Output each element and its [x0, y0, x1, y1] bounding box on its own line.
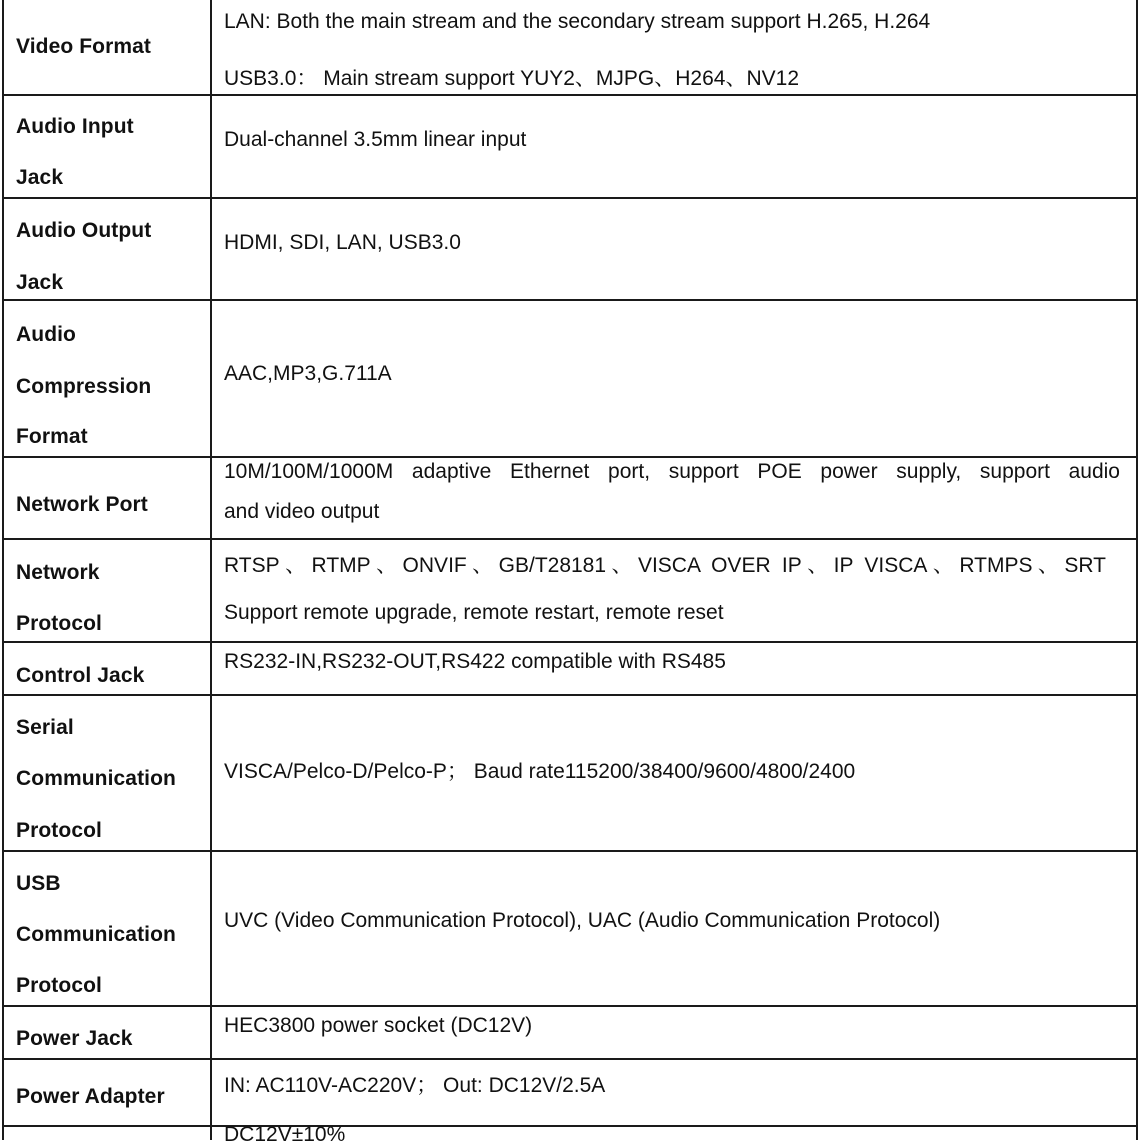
row-label: Video Format — [16, 35, 152, 58]
row-value: Dual-channel 3.5mm linear input — [224, 128, 527, 151]
row-value: IN: AC110V-AC220V； Out: DC12V/2.5A — [224, 1074, 606, 1097]
row-value: USB3.0： Main stream support YUY2、MJPG、H264、NV12 — [224, 67, 799, 90]
row-value: HEC3800 power socket (DC12V) — [224, 1014, 533, 1037]
row-value: RS232-IN,RS232-OUT,RS422 compatible with RS485 — [224, 650, 726, 673]
row-label: Protocol — [16, 819, 102, 842]
table-column-divider — [210, 0, 212, 1140]
row-divider — [2, 1005, 1138, 1007]
table-border-right — [1136, 0, 1138, 1140]
row-label: Protocol — [16, 974, 102, 997]
row-value: VISCA/Pelco-D/Pelco-P； Baud rate115200/38400/9600/4800/2400 — [224, 760, 856, 783]
row-label: Compression — [16, 375, 152, 398]
table-border-left — [2, 0, 4, 1140]
row-divider — [2, 850, 1138, 852]
row-value: HDMI, SDI, LAN, USB3.0 — [224, 231, 461, 254]
row-label: Jack — [16, 271, 64, 294]
row-divider — [2, 94, 1138, 96]
row-label: Communication — [16, 767, 176, 790]
row-label: Audio Input — [16, 115, 134, 138]
row-label: Network Port — [16, 493, 148, 516]
row-divider — [2, 1125, 1138, 1127]
row-label: Power Jack — [16, 1027, 133, 1050]
row-divider — [2, 299, 1138, 301]
row-value: RTSP、RTMP、ONVIF、GB/T28181、VISCA OVER IP、IP VISCA、RTMPS、SRT — [224, 554, 1106, 577]
row-divider — [2, 197, 1138, 199]
row-divider — [2, 538, 1138, 540]
row-label: Audio Output — [16, 219, 152, 242]
row-value: LAN: Both the main stream and the secondary stream support H.265, H.264 — [224, 10, 931, 33]
row-label: Format — [16, 425, 88, 448]
row-label: Network — [16, 561, 100, 584]
row-label: Serial — [16, 716, 74, 739]
row-value: UVC (Video Communication Protocol), UAC (Audio Communication Protocol) — [224, 909, 941, 932]
row-label: Jack — [16, 166, 64, 189]
row-value: 10M/100M/1000M adaptive Ethernet port, support POE power supply, support audio — [224, 460, 1120, 483]
row-label: USB — [16, 872, 61, 895]
row-label: Audio — [16, 323, 76, 346]
row-divider — [2, 694, 1138, 696]
row-value: and video output — [224, 500, 380, 523]
row-label: Control Jack — [16, 664, 145, 687]
row-label: Power Adapter — [16, 1085, 165, 1108]
row-value: AAC,MP3,G.711A — [224, 362, 392, 385]
row-label: Protocol — [16, 612, 102, 635]
row-value: DC12V±10% — [224, 1123, 346, 1146]
row-divider — [2, 641, 1138, 643]
row-label: Communication — [16, 923, 176, 946]
row-value: Support remote upgrade, remote restart, remote reset — [224, 601, 724, 624]
row-divider — [2, 1058, 1138, 1060]
row-divider — [2, 456, 1138, 458]
